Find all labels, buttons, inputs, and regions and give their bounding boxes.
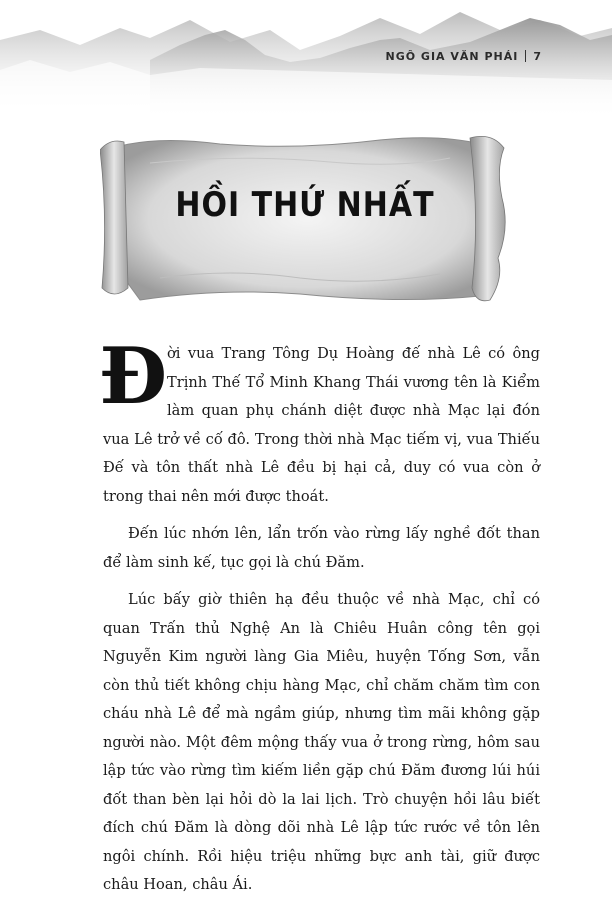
paragraph-3: Lúc bấy giờ thiên hạ đều thuộc về nhà Mạc, chỉ có quan Trấn thủ Nghệ An là Chiêu Huân công tên gọi Nguyễn Kim người làng Gia Miêu, huyện Tống Sơn, vẫn còn thủ tiết không chịu hàng Mạc, chỉ chăm chăm tìm con cháu nhà Lê để mà ngầm giúp, nhưng tìm mãi không gặp người nào. Một đêm mộng thấy vua ở trong rừng, hôm sau lập tức vào rừng tìm kiếm liền gặp chú Đăm đương lúi húi đốt than bèn lại hỏi dò la lai lịch. Trò chuyện hồi lâu biết đích chú Đăm là dòng dõi nhà Lê lập tức rước về tôn lên ngôi chính. Rồi hiệu triệu những bực anh tài, giữ được châu Hoan, châu Ái. bbox=[103, 591, 540, 893]
page-number: 7 bbox=[533, 50, 542, 63]
drop-cap: Đ bbox=[99, 331, 168, 422]
running-header bbox=[386, 50, 542, 63]
paragraph-1 bbox=[99, 331, 540, 511]
body-text bbox=[99, 331, 540, 909]
book-title: NGÔ GIA VĂN PHÁI bbox=[385, 50, 519, 63]
paragraph-2: Đến lúc nhớn lên, lẩn trốn vào rừng lấy nghề đốt than để làm sinh kế, tục gọi là chú Đăm. bbox=[103, 525, 540, 571]
chapter-title: HỒI THỨ NHẤT bbox=[175, 185, 435, 226]
header-separator bbox=[525, 50, 526, 62]
paragraph-1-text: ời vua Trang Tông Dụ Hoàng đế nhà Lê có ông Trịnh Thế Tổ Minh Khang Thái vương tên là Kiểm làm quan phụ chánh diệt được nhà Mạc lại đón vua Lê trở về cố đô. Trong thời nhà Mạc tiếm vị, vua Thiếu Đế và tôn thất nhà Lê đều bị hại cả, duy có vua còn ở trong thai nên mới được thoát. bbox=[103, 345, 540, 505]
